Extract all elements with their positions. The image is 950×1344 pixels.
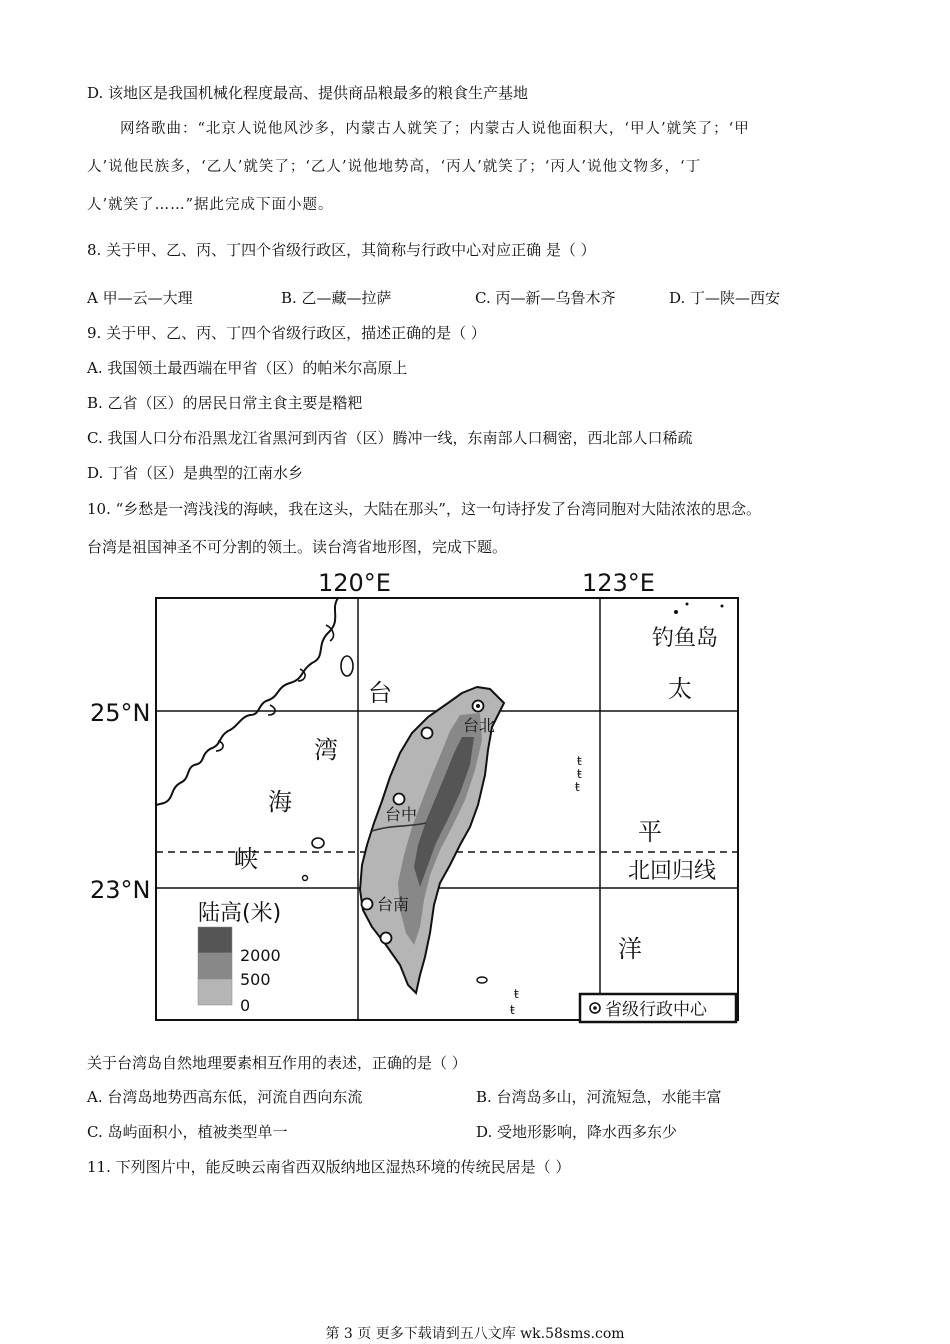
q9-option-a: A. 我国领土最西端在甲省（区）的帕米尔高原上 bbox=[87, 359, 408, 377]
q8-option-b: B. 乙—藏—拉萨 bbox=[281, 289, 392, 307]
city-marker-tainan bbox=[362, 899, 373, 910]
capital-legend-symbol-dot bbox=[593, 1006, 597, 1010]
q8-option-a: A 甲—云—大理 bbox=[87, 289, 193, 307]
east-islets-3: ŧ bbox=[575, 780, 580, 794]
city-label-tainan: 台南 bbox=[377, 895, 410, 914]
q10-option-b: B. 台湾岛多山，河流短急，水能丰富 bbox=[476, 1088, 722, 1106]
label-ocean-tai: 太 bbox=[668, 675, 692, 703]
label-ocean-ping: 平 bbox=[638, 818, 662, 846]
legend-0: 0 bbox=[240, 996, 251, 1015]
legend-swatch-low bbox=[198, 979, 232, 1005]
south-islets-1: ŧ bbox=[514, 987, 519, 1001]
label-123e: 123°E bbox=[582, 569, 655, 597]
east-islets-2: ŧ bbox=[577, 767, 582, 781]
label-23n: 23°N bbox=[90, 876, 151, 904]
legend-title: 陆高(米) bbox=[198, 901, 282, 926]
taiwan-terrain-map bbox=[90, 565, 750, 1030]
q8-stem: 8. 关于甲、乙、丙、丁四个省级行政区，其简称与行政中心对应正确 是（ ） bbox=[87, 241, 596, 259]
q9-option-d: D. 丁省（区）是典型的江南水乡 bbox=[87, 464, 304, 482]
city-label-taichung: 台中 bbox=[385, 805, 418, 824]
label-strait-hai: 海 bbox=[268, 788, 292, 816]
legend-2000: 2000 bbox=[240, 946, 281, 965]
label-25n: 25°N bbox=[90, 699, 151, 727]
q8-option-c: C. 丙—新—乌鲁木齐 bbox=[475, 289, 616, 307]
legend-500: 500 bbox=[240, 970, 271, 989]
q9-option-c: C. 我国人口分布沿黑龙江省黑河到丙省（区）腾冲一线，东南部人口稠密，西北部人口稀疏 bbox=[87, 429, 693, 447]
song-intro-line-3: 人’就笑了……”据此完成下面小题。 bbox=[87, 197, 334, 213]
q10-option-d: D. 受地形影响，降水西多东少 bbox=[476, 1123, 678, 1141]
diaoyu-islet-1 bbox=[674, 610, 678, 614]
song-intro-line-2: 人’说他民族多，‘乙人’就笑了；‘乙人’说他地势高，‘丙人’就笑了；‘丙人’说他文物多，‘丁 bbox=[87, 159, 702, 175]
q11-stem: 11. 下列图片中，能反映云南省西双版纳地区湿热环境的传统民居是（ ） bbox=[87, 1158, 571, 1176]
city-marker-kaohsiung bbox=[381, 933, 392, 944]
song-intro-line-1: 网络歌曲：“北京人说他风沙多，内蒙古人就笑了；内蒙古人说他面积大，‘甲人’就笑了；‘甲 bbox=[120, 121, 750, 137]
city-marker-west bbox=[422, 728, 433, 739]
label-strait-tai: 台 bbox=[368, 679, 392, 707]
label-ocean-yang: 洋 bbox=[618, 935, 642, 963]
diaoyu-islet-2 bbox=[686, 603, 689, 606]
q10-option-a: A. 台湾岛地势西高东低，河流自西向东流 bbox=[87, 1088, 363, 1106]
label-diaoyu: 钓鱼岛 bbox=[652, 626, 719, 651]
q10-stem-line-2: 台湾是祖国神圣不可分割的领土。读台湾省地形图，完成下题。 bbox=[87, 538, 508, 556]
q9-stem: 9. 关于甲、乙、丙、丁四个省级行政区，描述正确的是（ ） bbox=[87, 324, 486, 342]
east-islets-1: ŧ bbox=[577, 754, 582, 768]
legend-swatch-high bbox=[198, 927, 232, 953]
capital-marker-taipei-dot bbox=[476, 704, 480, 708]
q8-option-d: D. 丁—陕—西安 bbox=[669, 289, 781, 307]
page-footer: 第 3 页 更多下载请到五八文库 wk.58sms.com bbox=[325, 1326, 625, 1342]
label-120e: 120°E bbox=[318, 569, 391, 597]
q10-stem-line-1: 10. “乡愁是一湾浅浅的海峡，我在这头，大陆在那头”，这一句诗抒发了台湾同胞对大陆浓浓的思念。 bbox=[87, 500, 761, 518]
diaoyu-islet-3 bbox=[721, 605, 724, 608]
legend-swatch-mid bbox=[198, 953, 232, 979]
q10-option-c: C. 岛屿面积小，植被类型单一 bbox=[87, 1123, 288, 1141]
label-strait-wan: 湾 bbox=[314, 736, 338, 764]
label-tropic: 北回归线 bbox=[628, 859, 717, 884]
q10-question: 关于台湾岛自然地理要素相互作用的表述，正确的是（ ） bbox=[87, 1054, 467, 1072]
capital-legend-label: 省级行政中心 bbox=[605, 1000, 707, 1020]
city-label-taipei: 台北 bbox=[463, 716, 496, 735]
q7-option-d: D. 该地区是我国机械化程度最高、提供商品粮最多的粮食生产基地 bbox=[87, 84, 529, 102]
city-marker-taichung bbox=[394, 794, 405, 805]
q9-option-b: B. 乙省（区）的居民日常主食主要是糌粑 bbox=[87, 394, 363, 412]
south-islets-2: ŧ bbox=[510, 1003, 515, 1017]
label-strait-xia: 峡 bbox=[234, 845, 258, 873]
